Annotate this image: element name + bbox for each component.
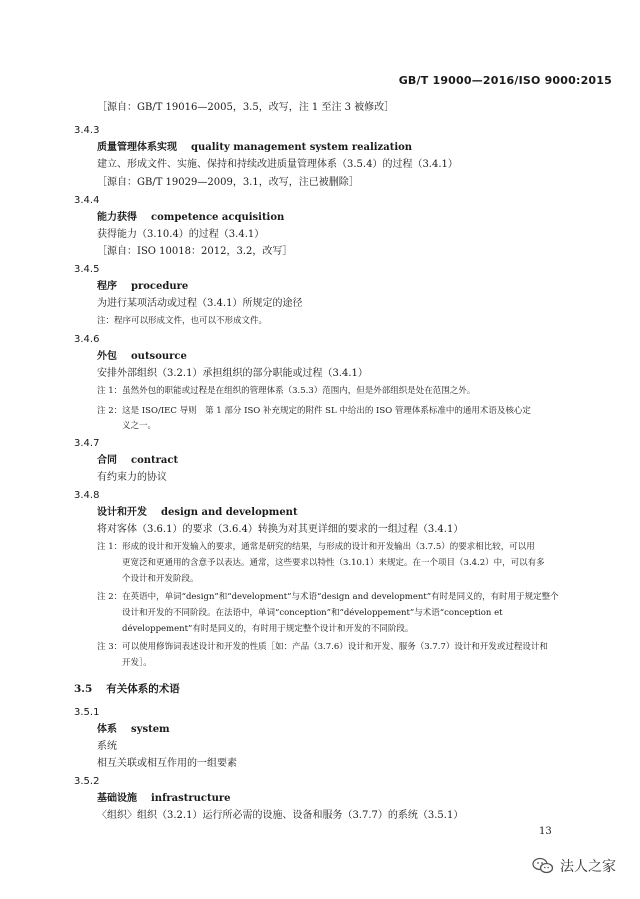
source-note: ［源自：GB/T 19016—2005，3.5，改写，注 1 至注 3 被修改］: [97, 102, 395, 113]
clause-number: 3.5.1: [74, 707, 100, 718]
definition: 相互关联或相互作用的一组要素: [97, 758, 237, 769]
term-zh: 基础设施: [97, 793, 137, 804]
clause-number: 3.5.2: [74, 776, 100, 787]
term-heading: [97, 792, 231, 805]
term-heading: [97, 723, 170, 736]
term-heading: [97, 280, 188, 293]
term-en: system: [131, 724, 170, 735]
clause-number: 3.4.6: [74, 334, 100, 345]
note-continuation: 开发］。: [122, 658, 152, 668]
note: 注 1：虽然外包的职能或过程是在组织的管理体系（3.5.3）范围内，但是外部组织是处在范围之外。: [97, 386, 476, 396]
term-zh: 外包: [97, 351, 117, 362]
note-continuation: 个设计和开发阶段。: [122, 574, 199, 584]
wechat-logo-icon: [532, 857, 554, 875]
term-en: quality management system realization: [191, 142, 413, 153]
watermark: [532, 856, 616, 876]
section-number: 3.5: [74, 683, 93, 695]
watermark-text: 法人之家: [560, 859, 616, 875]
definition: 安排外部组织（3.2.1）承担组织的部分职能或过程（3.4.1）: [97, 368, 368, 379]
note: 注 2：在英语中，单词“design”和“development”与术语“design and development”有时是同义的，有时用于规定整个: [97, 592, 559, 602]
section-heading: [74, 683, 180, 696]
term-heading: [97, 454, 178, 467]
term-zh: 设计和开发: [97, 507, 147, 518]
term-heading: [97, 350, 187, 363]
term-heading: [97, 141, 412, 154]
definition: 有约束力的协议: [97, 472, 167, 483]
definition: 获得能力（3.10.4）的过程（3.4.1）: [97, 229, 265, 240]
term-heading: [97, 211, 284, 224]
definition: 〈组织〉组织（3.2.1）运行所必需的设施、设备和服务（3.7.7）的系统（3.5.1）: [97, 810, 464, 821]
clause-number: 3.4.3: [74, 125, 100, 136]
page-number: 13: [539, 826, 552, 837]
synonym: 系统: [97, 741, 117, 752]
term-en: design and development: [161, 507, 298, 518]
note-continuation: 设计和开发的不同阶段。在法语中，单词“conception”和“développement”与术语“conception et: [122, 608, 503, 618]
term-en: infrastructure: [151, 793, 231, 804]
term-heading: [97, 506, 298, 519]
definition: 为进行某项活动或过程（3.4.1）所规定的途径: [97, 298, 303, 309]
term-en: procedure: [131, 281, 189, 292]
note-continuation: 义之一。: [122, 421, 157, 431]
clause-number: 3.4.5: [74, 264, 100, 275]
term-zh: 程序: [97, 281, 117, 292]
standard-header: GB/T 19000—2016/ISO 9000:2015: [398, 74, 612, 87]
note: 注 3：可以使用修饰词表述设计和开发的性质［如：产品（3.7.6）设计和开发、服务（3.7.7）设计和开发或过程设计和: [97, 642, 548, 652]
clause-number: 3.4.7: [74, 438, 100, 449]
section-title: 有关体系的术语: [106, 683, 180, 695]
source-note: ［源自：GB/T 19029—2009，3.1，改写，注已被删除］: [97, 177, 359, 188]
term-zh: 能力获得: [97, 212, 137, 223]
note: 注：程序可以形成文件，也可以不形成文件。: [97, 316, 268, 326]
term-zh: 体系: [97, 724, 117, 735]
note: 注 2：这是 ISO/IEC 导则 第 1 部分 ISO 补充规定的附件 SL 中给出的 ISO 管理体系标准中的通用术语及核心定: [97, 406, 531, 416]
term-en: competence acquisition: [151, 212, 285, 223]
note: 注 1：形成的设计和开发输入的要求，通常是研究的结果，与形成的设计和开发输出（3.7.5）的要求相比较，可以用: [97, 542, 535, 552]
definition: 将对客体（3.6.1）的要求（3.6.4）转换为对其更详细的要求的一组过程（3.4.1）: [97, 524, 464, 535]
term-zh: 合同: [97, 455, 117, 466]
note-continuation: développement”有时是同义的，有时用于规定整个设计和开发的不同阶段。: [122, 624, 414, 634]
definition: 建立、形成文件、实施、保持和持续改进质量管理体系（3.5.4）的过程（3.4.1）: [97, 159, 458, 170]
term-en: outsource: [131, 351, 187, 362]
term-zh: 质量管理体系实现: [97, 142, 177, 153]
clause-number: 3.4.8: [74, 490, 100, 501]
term-en: contract: [131, 455, 179, 466]
clause-number: 3.4.4: [74, 195, 100, 206]
source-note: ［源自：ISO 10018：2012，3.2，改写］: [97, 246, 293, 257]
note-continuation: 更宽泛和更通用的含意予以表达。通常，这些要求以特性（3.10.1）来规定。在一个项目（3.4.2）中，可以有多: [122, 558, 545, 568]
